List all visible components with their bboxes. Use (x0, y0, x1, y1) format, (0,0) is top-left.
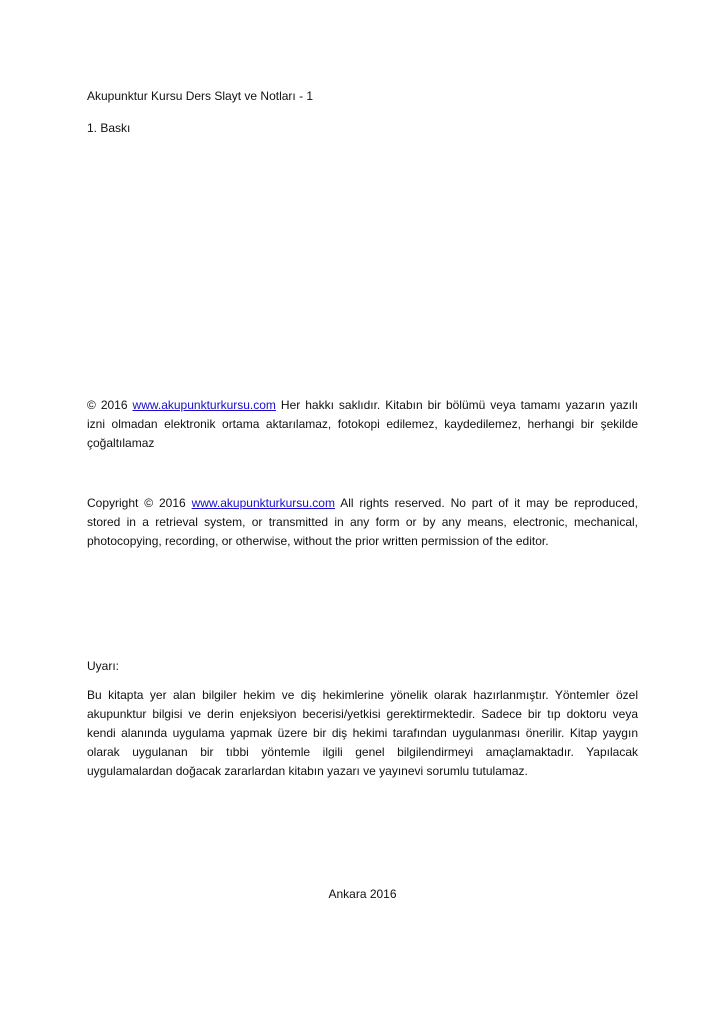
edition-label: 1. Baskı (87, 121, 131, 135)
copyright-notice-en (87, 494, 638, 551)
warning-body: Bu kitapta yer alan bilgiler hekim ve diş hekimlerine yönelik olarak hazırlanmıştır. Yöntemler özel akupunktur bilgisi ve derin enjeksiyon becerisi/yetkisi gerektirmektedir. Sadece bir tıp doktoru veya kendi alanında uygulama yapmak üzere bir diş hekimi tarafından uygulanması önerilir. Kitap yaygın olarak uygulanan bir tıbbi yöntemle ilgili genel bilgilendirmeyi amaçlamaktadır. Yapılacak uygulamalardan doğacak zararlardan kitabın yazarı ve yayınevi sorumlu tutulamaz. (87, 688, 638, 778)
website-link-tr[interactable]: www.akupunkturkursu.com (132, 398, 276, 412)
copyright-notice-tr (87, 396, 638, 453)
website-link-en[interactable]: www.akupunkturkursu.com (191, 496, 335, 510)
copyright-tr-prefix: © 2016 (87, 398, 133, 412)
copyright-en-text: All rights reserved. No part of it may be reproduced, stored in a retrieval system, or transmitted in any form or by any means, electronic, mechanical, photocopying, recording, or otherwise, without the prior written permission of the editor. (87, 496, 638, 548)
place-and-year: Ankara 2016 (328, 887, 397, 901)
copyright-en-prefix: Copyright © 2016 (87, 496, 192, 510)
book-title: Akupunktur Kursu Ders Slayt ve Notları - 1 (87, 89, 314, 103)
warning-heading: Uyarı: (87, 659, 120, 673)
copyright-tr-text: Her hakkı saklıdır. Kitabın bir bölümü veya tamamı yazarın yazılı izni olmadan elektronik ortama aktarılamaz, fotokopi edilemez, kaydedilemez, herhangi bir şekilde çoğaltılamaz (87, 398, 638, 450)
